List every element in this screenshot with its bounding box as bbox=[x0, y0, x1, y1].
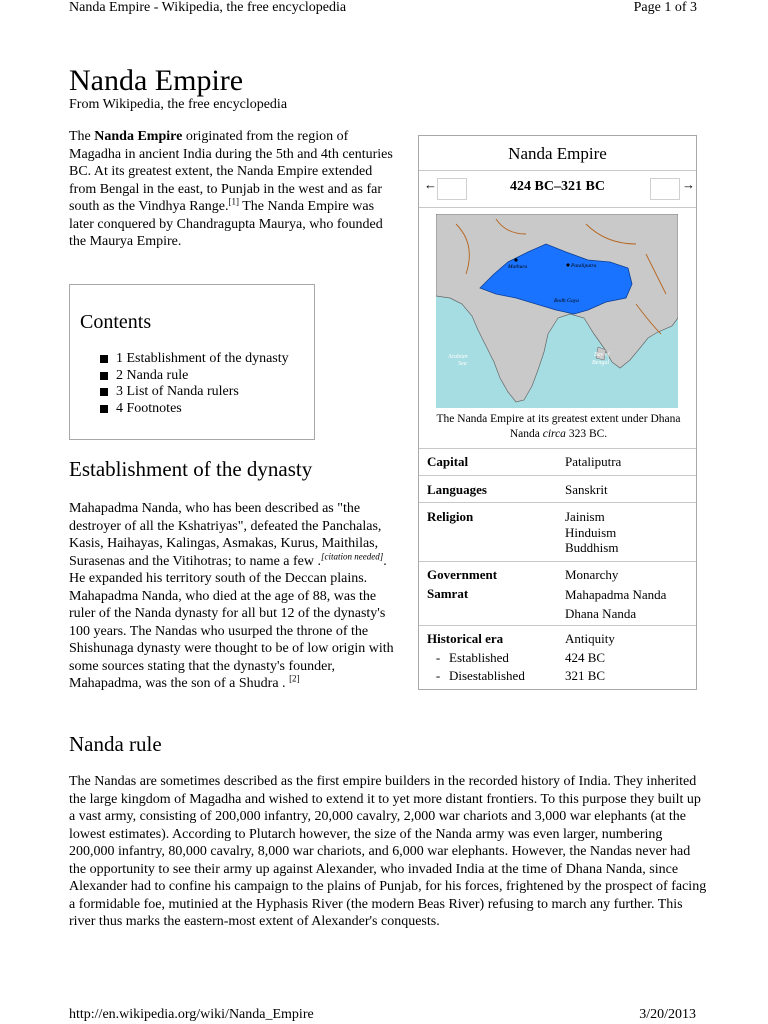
toc-item[interactable]: 1 Establishment of the dynasty bbox=[100, 351, 289, 368]
era-label: Historical era bbox=[427, 631, 504, 646]
toc-title: Contents bbox=[80, 311, 152, 333]
map-label-bay-of-bengal: Bay of bbox=[594, 352, 610, 358]
prev-arrow-icon[interactable]: ← bbox=[424, 177, 437, 192]
samrat-value bbox=[565, 586, 666, 623]
established-value: 424 BC bbox=[565, 650, 606, 665]
samrat-label: Samrat bbox=[427, 586, 469, 601]
samrat-item[interactable]: Dhana Nanda bbox=[565, 605, 637, 621]
infobox-title: Nanda Empire bbox=[508, 144, 607, 163]
nanda-rule-paragraph: The Nandas are sometimes described as the first empire builders in the recorded history of India. They inherited the large kingdom of Magadha and wished to extend it to yet more distant frontiers. To this purpose they built up a vast army, consisting of 200,000 infantry, 20,000 cavalry, 2,000 war chariots and 3,000 war elephants (at the lowest estimates). According to Plutarch however, the size of the Nanda army was even larger, numbering 200,000 infantry, 80,000 cavalry, 8,000 war chariots, and 6,000 war elephants. However, the Nandas never had the opportunity to see their army up against Alexander, who invaded India at the time of Dhana Nanda, since Alexander had to confine his campaign to the plains of Punjab, for his forces, frightened by the prospect of facing a formidable foe, mutinied at the Hyphasis River (the modern Beas River) refusing to march any further. This river thus marks the eastern-most extent of Alexander's conquests. bbox=[69, 774, 707, 929]
religion-value bbox=[565, 509, 618, 556]
capital-value[interactable]: Pataliputra bbox=[565, 454, 622, 469]
infobox bbox=[418, 135, 697, 690]
table-of-contents bbox=[69, 284, 315, 440]
toc-item[interactable]: 2 Nanda rule bbox=[100, 368, 289, 385]
capital-label: Capital bbox=[427, 454, 469, 469]
print-header-page: Page 1 of 3 bbox=[633, 0, 697, 15]
bullet-icon bbox=[100, 405, 108, 413]
disestablished-label: - Disestablished bbox=[435, 668, 525, 683]
next-state-box[interactable] bbox=[650, 178, 680, 200]
samrat-item[interactable]: Mahapadma Nanda bbox=[565, 587, 667, 602]
mathura-marker bbox=[514, 258, 517, 261]
citation-needed[interactable]: [citation needed] bbox=[321, 550, 384, 561]
page-subtitle: From Wikipedia, the free encyclopedia bbox=[69, 97, 288, 112]
page-title: Nanda Empire bbox=[69, 64, 244, 97]
religion-item[interactable]: Hinduism bbox=[565, 524, 617, 540]
map-label-bay-of-bengal-2: Bengal bbox=[592, 360, 609, 366]
infobox-years: 424 BC–321 BC bbox=[510, 179, 605, 194]
toc-item[interactable]: 3 List of Nanda rulers bbox=[100, 384, 289, 401]
government-value[interactable]: Monarchy bbox=[565, 567, 619, 582]
languages-label: Languages bbox=[427, 482, 487, 497]
print-footer-date: 3/20/2013 bbox=[639, 1007, 696, 1022]
toc-item[interactable]: 4 Footnotes bbox=[100, 401, 289, 418]
map-label-bodh-gaya: Bodh Gaya bbox=[554, 298, 579, 304]
map-label-mathura: Mathura bbox=[508, 264, 528, 270]
religion-label: Religion bbox=[427, 509, 474, 524]
religion-item[interactable]: Jainism bbox=[565, 509, 605, 524]
bullet-icon bbox=[100, 355, 108, 363]
next-arrow-icon[interactable]: → bbox=[682, 177, 695, 192]
religion-item[interactable]: Buddhism bbox=[565, 540, 619, 555]
map-label-arabian-sea-2: Sea bbox=[458, 361, 467, 367]
section-heading-establishment: Establishment of the dynasty bbox=[69, 457, 313, 481]
era-value[interactable]: Antiquity bbox=[565, 631, 615, 646]
bullet-icon bbox=[100, 372, 108, 380]
map-caption: The Nanda Empire at its greatest extent under Dhana Nanda circa 323 BC. bbox=[436, 413, 681, 440]
print-header-title: Nanda Empire - Wikipedia, the free encyclopedia bbox=[69, 0, 347, 15]
section-heading-nanda-rule: Nanda rule bbox=[69, 732, 162, 756]
map-label-arabian-sea: Arabian bbox=[448, 354, 468, 360]
establishment-paragraph: Mahapadma Nanda, who has been described as "the destroyer of all the Kshatriyas", defeated the Panchalas, Kasis, Haihayas, Kalingas, Asmakas, Kurus, Maithilas, Surasenas and the Vitihotras; to name a few .[citation needed]. He expanded his territory south of the Deccan plains. Mahapadma Nanda, who died at the age of 88, was the ruler of the Nanda dynasty for all but 12 of the dynasty's 100 years. The Nandas who usurped the throne of the Shishunaga dynasty were thought to be of low origin with some sources stating that the dynasty's founder, Mahapadma, was the son of a Shudra . [2] bbox=[69, 501, 394, 691]
government-label: Government bbox=[427, 567, 498, 582]
print-footer-url: http://en.wikipedia.org/wiki/Nanda_Empire bbox=[69, 1007, 314, 1022]
intro-paragraph: The Nanda Empire originated from the region of Magadha in ancient India during the 5th and 4th centuries BC. At its greatest extent, the Nanda Empire extended from Bengal in the east, to Punjab in the west and as far south as the Vindhya Range.[1] The Nanda Empire was later conquered by Chandragupta Maurya, who founded the Maurya Empire. bbox=[69, 129, 393, 249]
languages-value[interactable]: Sanskrit bbox=[565, 482, 608, 497]
footnote-ref-1[interactable]: [1] bbox=[228, 196, 239, 207]
map-label-pataliputra: Pataliputra bbox=[571, 263, 597, 269]
footnote-ref-2[interactable]: [2] bbox=[289, 673, 300, 684]
bullet-icon bbox=[100, 388, 108, 396]
disestablished-value: 321 BC bbox=[565, 668, 606, 683]
toc-list bbox=[100, 351, 289, 417]
established-label: - Established bbox=[435, 650, 509, 665]
intro-bold-term: Nanda Empire bbox=[94, 129, 183, 144]
empire-map bbox=[436, 214, 678, 408]
